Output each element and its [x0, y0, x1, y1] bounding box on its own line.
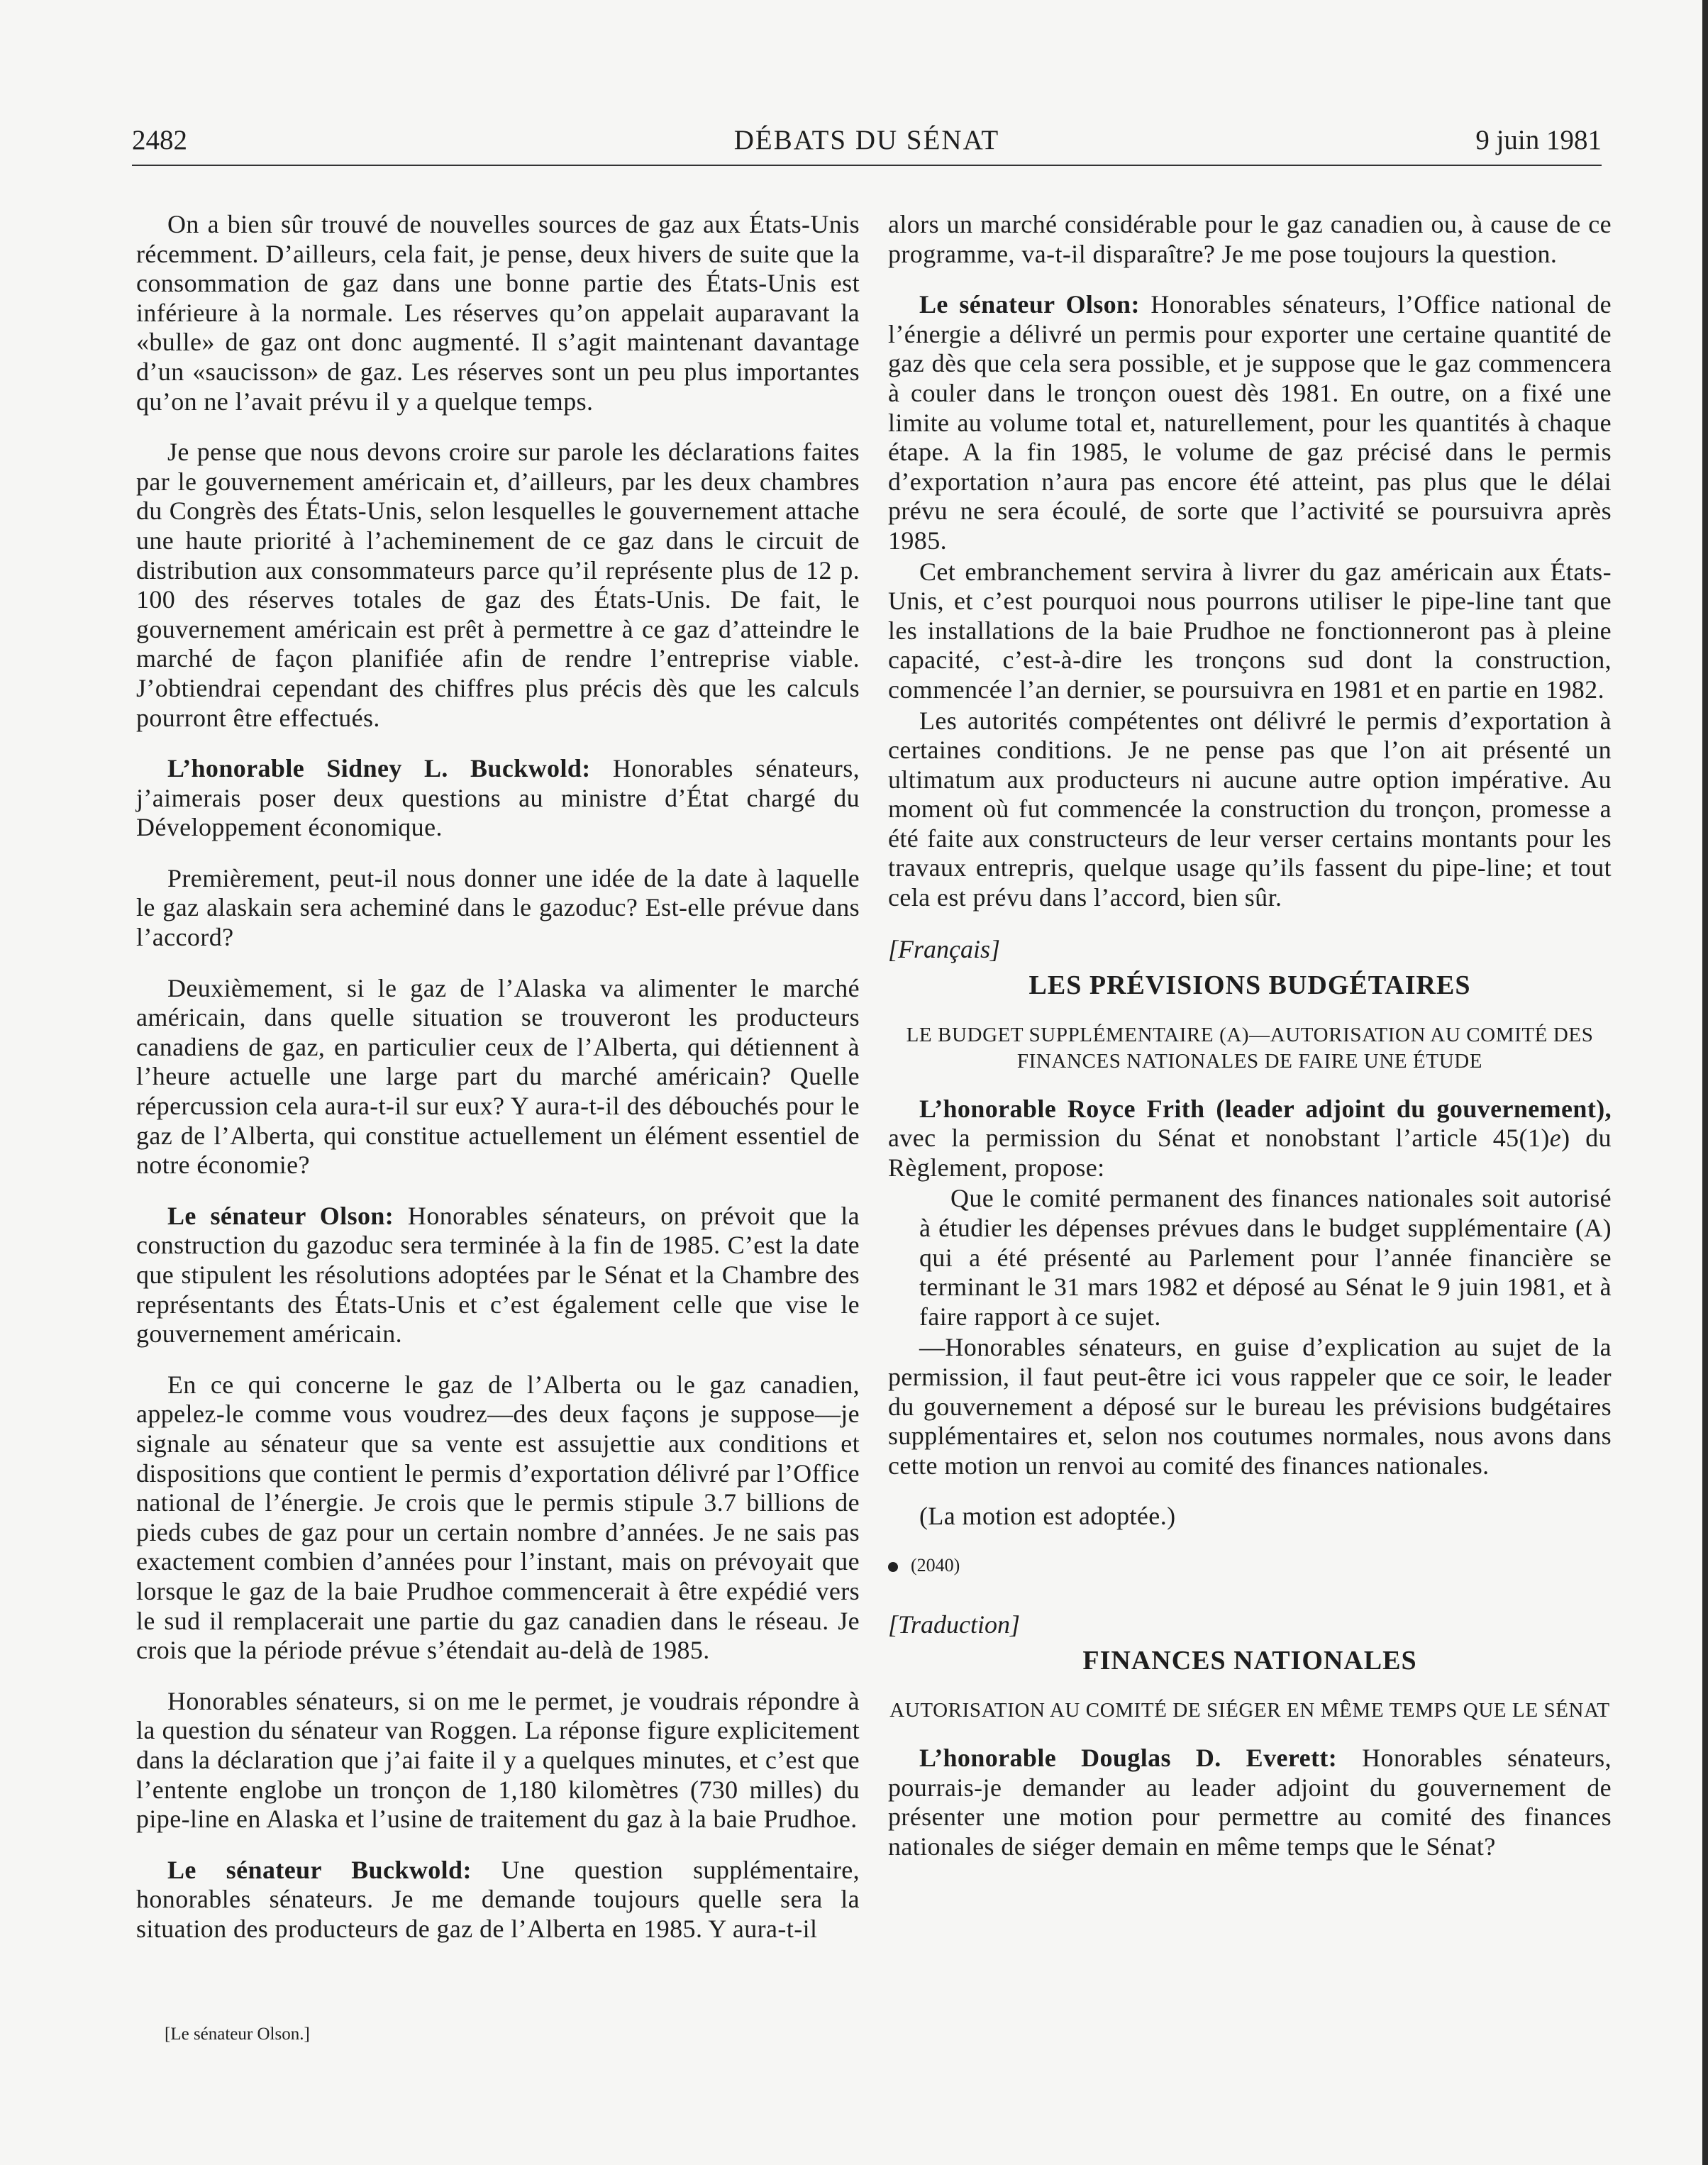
- section-title: FINANCES NATIONALES: [1082, 1645, 1417, 1676]
- paragraph: Cet embranchement servira à livrer du gaz américain aux États-Unis, et c’est pourquoi nous pourrons utiliser le pipe-line tant que les installations de la baie Prudhoe ne fonctionneront pas à pleine capacité, c’est-à-dire les tronçons sud dont la construction, commencée l’an dernier, se poursuivra en 1981 et en partie en 1982.: [888, 557, 1612, 704]
- speech-text: avec la permission du Sénat et nonobstant l’article 45(1): [888, 1124, 1550, 1153]
- subheading: LE BUDGET SUPPLÉMENTAIRE (A)—AUTORISATION AU COMITÉ DES FINANCES NATIONALES DE FAIRE UNE ÉTUDE: [906, 1023, 1594, 1073]
- paragraph: Je pense que nous devons croire sur parole les déclarations faites par le gouvernement américain et, d’ailleurs, par les deux chambres du Congrès des États-Unis, selon lesquelles le gouvernement attache une haute priorité à l’acheminement de ce gaz dans le circuit de distribution aux consommateurs parce qu’il représente plus de 12 p. 100 des réserves totales de gaz des États-Unis. De fait, le gouvernement américain est prêt à permettre à ce gaz d’atteindre le marché de façon planifiée afin de rendre l’entreprise viable. J’obtiendrai cependant des chiffres plus précis dès que les calculs pourront être effectués.: [136, 438, 860, 732]
- paragraph: On a bien sûr trouvé de nouvelles sources de gaz aux États-Unis récemment. D’ailleurs, cela fait, je pense, deux hivers de suite que la consommation de gaz dans une bonne partie des États-Unis est inférieure à la normale. Les réserves qu’on appelait auparavant la «bulle» de gaz ont donc augmenté. Il s’agit maintenant davantage d’un «saucisson» de gaz. Les réserves sont un peu plus importantes qu’on ne l’avait prévu il y a quelque temps.: [136, 210, 860, 416]
- speech-text-italic: e: [1549, 1124, 1562, 1153]
- footnote: [Le sénateur Olson.]: [165, 2025, 310, 2044]
- speech-text: Honorables sénateurs, j’aimerais poser deux questions au ministre d’État chargé du Développement économique.: [136, 754, 860, 842]
- paragraph: Les autorités compétentes ont délivré le permis d’exportation à certaines conditions. Je ne pense pas que l’on ait présenté un ultimatum aux producteurs ni aucune autre option impérative. Au moment où fut commencée la construction du tronçon, promesse a été faite aux constructeurs de leur verser certains montants pour les travaux entrepris, quelque usage qu’ils fassent du pipe-line; et tout cela est prévu dans l’accord, bien sûr.: [888, 706, 1612, 912]
- right-column: [888, 210, 1612, 1883]
- speech-text: Honorables sénateurs, on prévoit que la construction du gazoduc sera terminée à la fin de 1985. C’est la date que stipulent les résolutions adoptées par le Sénat et la Chambre des représentants des États-Unis et c’est également celle que vise le gouvernement américain.: [136, 1201, 860, 1349]
- page-date: 9 juin 1981: [1475, 125, 1602, 155]
- paragraph: (La motion est adoptée.): [919, 1502, 1176, 1531]
- paragraph: Premièrement, peut-il nous donner une idée de la date à laquelle le gaz alaskain sera acheminé dans le gazoduc? Est-elle prévue dans l’accord?: [136, 863, 860, 952]
- subheading: AUTORISATION AU COMITÉ DE SIÉGER EN MÊME TEMPS QUE LE SÉNAT: [889, 1698, 1610, 1722]
- speaker-name: L’honorable Douglas D. Everett:: [919, 1743, 1338, 1772]
- header-rule: [132, 165, 1602, 166]
- time-marker: [888, 1553, 1612, 1578]
- paragraph: [136, 754, 860, 843]
- speech-text: Une question supplémentaire, honorables sénateurs. Je me demande toujours quelle sera la situation des producteurs de gaz de l’Alberta en 1985. Y aura-t-il: [136, 1855, 860, 1943]
- page-edge: [1702, 0, 1708, 2165]
- section-title: LES PRÉVISIONS BUDGÉTAIRES: [1028, 970, 1471, 1000]
- speaker-name: L’honorable Royce Frith (leader adjoint du gouvernement),: [919, 1094, 1612, 1123]
- page-number: 2482: [132, 125, 187, 155]
- language-tag: [Traduction]: [888, 1610, 1021, 1639]
- speaker-name: L’honorable Sidney L. Buckwold:: [167, 754, 591, 783]
- language-tag: [Français]: [888, 934, 1001, 963]
- paragraph: En ce qui concerne le gaz de l’Alberta ou le gaz canadien, appelez-le comme vous voudrez—des deux façons je suppose—je signale au sénateur que sa vente est assujettie aux conditions et dispositions que contient le permis d’exportation délivré par l’Office national de l’énergie. Je crois que le permis stipule 3.7 billions de pieds cubes de gaz pour un certain nombre d’années. Je ne sais pas exactement combien d’années pour l’instant, mais on prévoyait que lorsque le gaz de la baie Prudhoe commencerait à être expédié vers le sud il remplacerait une partie du gaz canadien dans le réseau. Je crois que la période prévue s’étendait au-delà de 1985.: [136, 1370, 860, 1665]
- time-marker-text: (2040): [911, 1554, 960, 1576]
- left-column: [136, 210, 860, 1965]
- speaker-name: Le sénateur Olson:: [167, 1201, 394, 1230]
- paragraph: [888, 1095, 1612, 1183]
- paragraph: alors un marché considérable pour le gaz canadien ou, à cause de ce programme, va-t-il disparaître? Je me pose toujours la question.: [888, 210, 1612, 268]
- paragraph: [136, 1856, 860, 1944]
- paragraph: [136, 1202, 860, 1349]
- speaker-name: Le sénateur Olson:: [919, 290, 1140, 319]
- paragraph: Honorables sénateurs, si on me le permet, je voudrais répondre à la question du sénateur van Roggen. La réponse figure explicitement dans la déclaration que j’ai faite il y a quelques minutes, et c’est que l’entente englobe un tronçon de 1,180 kilomètres (730 milles) du pipe-line en Alaska et l’usine de traitement du gaz à la baie Prudhoe.: [136, 1686, 860, 1834]
- speech-text: Honorables sénateurs, l’Office national de l’énergie a délivré un permis pour exporter une certaine quantité de gaz dès que cela sera possible, et je suppose que le gaz commencera à couler dans le tronçon ouest dès 1981. En outre, on a fixé une limite au volume total et, naturellement, pour les quantités à chaque étape. A la fin 1985, le volume de gaz précisé dans le permis d’exportation n’aura pas encore été atteint, pas plus que le délai prévu ne sera écoulé, de sorte que l’activité se poursuivra après 1985.: [888, 290, 1612, 555]
- bullet-icon: [888, 1562, 898, 1572]
- page-header: [132, 122, 1602, 159]
- speaker-name: Le sénateur Buckwold:: [167, 1855, 472, 1884]
- paragraph: Deuxièmement, si le gaz de l’Alaska va alimenter le marché américain, dans quelle situation se trouveront les producteurs canadiens de gaz, en particulier ceux de l’Alberta, qui détiennent à l’heure actuelle une large part du marché américain? Quelle répercussion cela aura-t-il sur eux? Y aura-t-il des débouchés pour le gaz de l’Alberta, qui constitue actuellement un élément essentiel de notre économie?: [136, 973, 860, 1180]
- motion-quote: Que le comité permanent des finances nationales soit autorisé à étudier les dépenses prévues dans le budget supplémentaire (A) qui a été présenté au Parlement pour l’année financière se terminant le 31 mars 1982 et déposé au Sénat le 9 juin 1981, et à faire rapport à ce sujet.: [919, 1184, 1612, 1331]
- paragraph: —Honorables sénateurs, en guise d’explication au sujet de la permission, il faut peut-être ici vous rappeler que ce soir, le leader du gouvernement a déposé sur le bureau les prévisions budgétaires supplémentaires et, selon nos coutumes normales, nous avons dans cette motion un renvoi au comité des finances nationales.: [888, 1333, 1612, 1480]
- speech-text: ) du Règlement, propose:: [888, 1124, 1612, 1182]
- speech-text: Honorables sénateurs, pourrais-je demander au leader adjoint du gouvernement de présenter une motion pour permettre au comité des finances nationales de siéger demain en même temps que le Sénat?: [888, 1743, 1612, 1861]
- paragraph: [888, 1744, 1612, 1861]
- paragraph: [888, 290, 1612, 555]
- running-title: DÉBATS DU SÉNAT: [733, 125, 1000, 155]
